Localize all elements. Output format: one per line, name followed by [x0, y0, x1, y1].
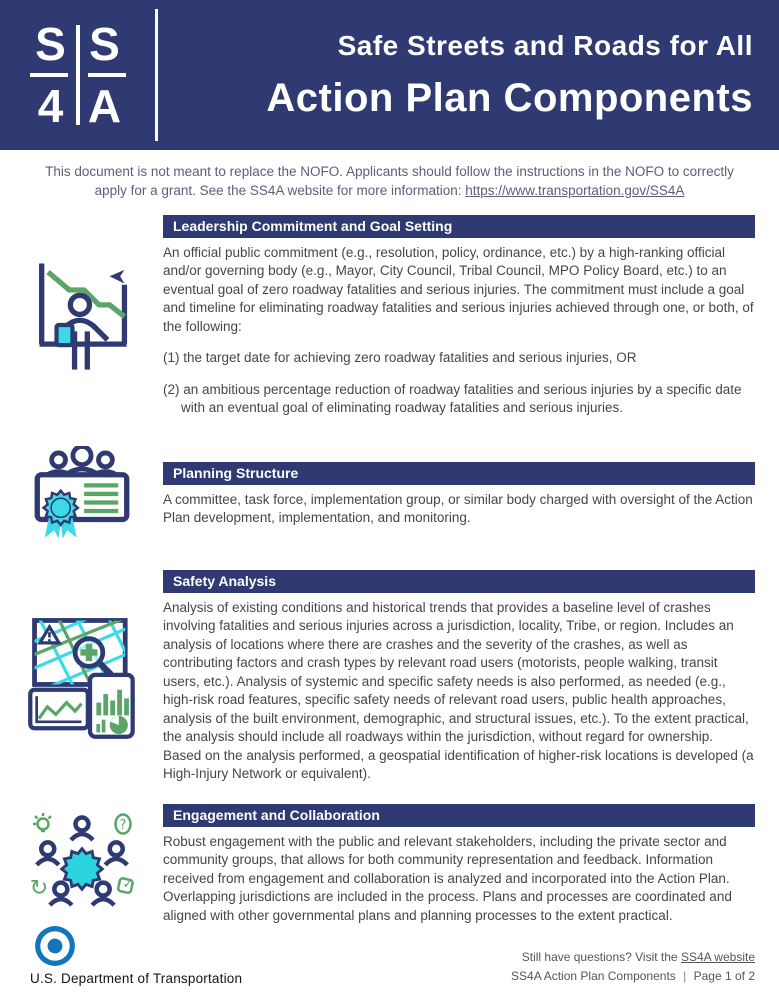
intro-text: This document is not meant to replace the NOFO. Applicants should follow the instructions in the NOFO to correctly apply for a grant. See the SS4A website for more information: [45, 164, 734, 198]
section-paragraph: Robust engagement with the public and relevant stakeholders, including the private sector and community groups, that allows for both community representation and feedback. Information received from engagement and collaboration is analyzed and incorporated into the Action Plan. Overlapping jurisdictions are included in the process. Plans and processes are coordinated and aligned with other governmental plans and planning processes to the extent practical. [163, 833, 732, 923]
footer-separator: | [683, 969, 687, 984]
footer-questions-line [511, 948, 755, 967]
footer-page-number: Page 1 of 2 [693, 969, 755, 984]
footer-page-line [511, 967, 755, 986]
section-paragraph: A committee, task force, implementation group, or similar body charged with oversight of the Action Plan development, implementation, and monitoring. [163, 491, 753, 526]
section-title-safety: Safety Analysis [163, 570, 755, 593]
footer-doc-title: SS4A Action Plan Components [511, 969, 676, 984]
section-paragraph: Analysis of existing conditions and historical trends that provides a baseline level of crashes involving fatalities and serious injuries across a jurisdiction, locality, Tribe, or region. Includes an analysis of locations where there are crashes and the severity of the crashes, as well as contributing factors and crash types by relevant road users (motorists, people walking, transit users, etc.). Analysis of systemic and specific safety needs is also performed, as needed (e.g., high-risk road features, specific safety needs of relevant road users, public health approaches, analysis of the built environment, demographic, and structural issues, etc.). To the extent practical, the analysis should include all roadways within the jurisdiction, without regard for ownership. Based on the analysis performed, a geospatial identification of higher-risk locations is developed (a High-Injury Network or equivalent). [163, 599, 754, 782]
header-banner [0, 0, 779, 150]
section-title-planning: Planning Structure [163, 462, 755, 485]
logo-letter: A [87, 80, 122, 132]
section-leadership-commitment [0, 215, 779, 418]
section-planning-structure [0, 446, 779, 544]
footer [0, 925, 779, 1008]
page-title: Action Plan Components [266, 75, 753, 120]
idea-lightbulb-glyph [33, 813, 51, 831]
section-title-engagement: Engagement and Collaboration [163, 804, 755, 827]
logo-divider-horizontal [88, 73, 126, 77]
logo-divider-horizontal [30, 73, 68, 77]
presentation-chart-icon [23, 255, 141, 377]
ss4a-url-link[interactable]: https://www.transportation.gov/SS4A [465, 182, 685, 198]
usdot-agency-name: U.S. Department of Transportation [30, 971, 243, 987]
list-item-1: (1) the target date for achieving zero roadway fatalities and serious injuries, OR [163, 350, 637, 366]
usdot-logo-icon [34, 925, 76, 967]
cycle-glyph: ↻ [29, 875, 48, 901]
intro-note [0, 150, 779, 201]
map-analysis-icon [26, 613, 138, 741]
check-glyph [117, 877, 133, 893]
logo-letter: S [35, 18, 66, 70]
section-paragraph: An official public commitment (e.g., resolution, policy, ordinance, etc.) by a high-ranking official and/or governing body (e.g., Mayor, City Council, Tribal Council, MPO Policy Board, etc.) to an eventual goal of zero roadway fatalities and serious injuries. The commitment must include a goal and timeline for eliminating roadway fatalities and serious injuries achieved through one, or both, of the following: [163, 244, 754, 334]
svg-text:✓: ✓ [122, 876, 133, 892]
ss4a-logo [0, 0, 155, 150]
committee-certificate-icon [28, 446, 136, 544]
section-title-leadership: Leadership Commitment and Goal Setting [163, 215, 755, 238]
svg-text:?: ? [119, 817, 126, 833]
sections-container [0, 215, 779, 926]
logo-divider-vertical [76, 25, 80, 125]
list-item-2: (2) an ambitious percentage reduction of roadway fatalities and serious injuries by a specific date with an eventual goal of eliminating roadway fatalities and serious injuries. [163, 381, 742, 416]
logo-letter: S [89, 18, 120, 70]
ss4a-website-link[interactable]: SS4A website [680, 950, 755, 965]
footer-questions-text: Still have questions? Visit the [521, 950, 681, 965]
question-glyph [115, 814, 130, 833]
section-safety-analysis [0, 570, 779, 784]
document-subtitle: Safe Streets and Roads for All [337, 29, 753, 61]
logo-letter: 4 [37, 80, 64, 132]
collaboration-icon [26, 811, 138, 919]
section-engagement-collaboration [0, 804, 779, 926]
